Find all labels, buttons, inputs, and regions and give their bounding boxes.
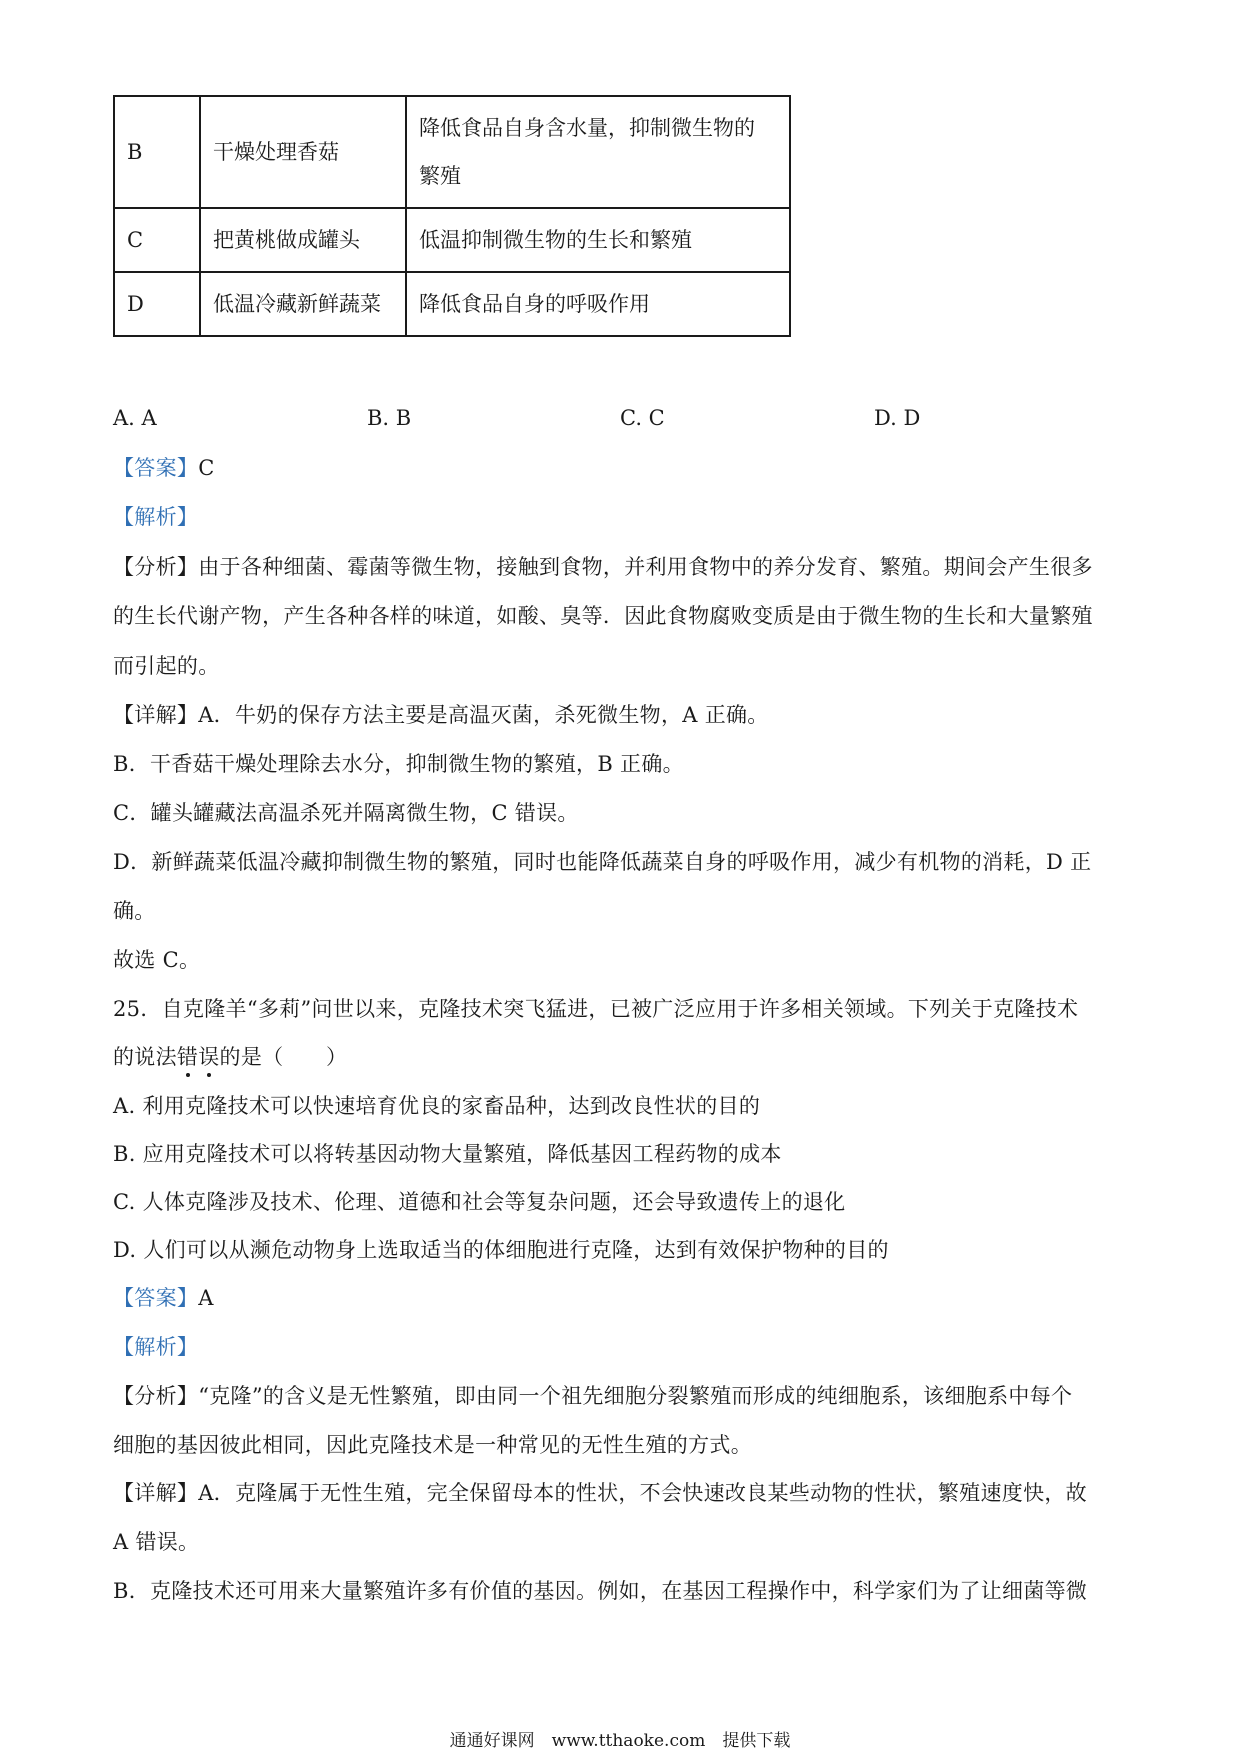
- q24-xiangjie-line: B．干香菇干燥处理除去水分，抑制微生物的繁殖，B 正确。: [113, 752, 684, 776]
- answer-tag: 【答案】: [113, 1286, 199, 1310]
- emphasis-char: 误: [198, 1041, 219, 1071]
- q25-option-b: B. 应用克隆技术可以将转基因动物大量繁殖，降低基因工程药物的成本: [113, 1142, 782, 1166]
- q24-xiangjie-line: D．新鲜蔬菜低温冷藏抑制微生物的繁殖，同时也能降低蔬菜自身的呼吸作用，减少有机物的消耗，D 正: [113, 850, 1092, 874]
- q25-xiangjie-line: [113, 1477, 1087, 1507]
- q24-analysis-tag: 【解析】: [113, 505, 199, 529]
- q24-answer: [113, 452, 215, 482]
- fenxi-text: 由于各种细菌、霉菌等微生物，接触到食物，并利用食物中的养分发育、繁殖。期间会产生很多: [198, 555, 1093, 579]
- q25-option-a: A. 利用克隆技术可以快速培育优良的家畜品种，达到改良性状的目的: [113, 1094, 761, 1118]
- q24-fenxi-line: 的生长代谢产物，产生各种各样的味道，如酸、臭等．因此食物腐败变质是由于微生物的生长和大量繁殖: [113, 604, 1093, 628]
- q25-option-c: C. 人体克隆涉及技术、伦理、道德和社会等复杂问题，还会导致遗传上的退化: [113, 1190, 846, 1214]
- q25-stem-line: [113, 1041, 347, 1071]
- q25-analysis-tag: 【解析】: [113, 1335, 199, 1359]
- q25-xiangjie-line: B．克隆技术还可用来大量繁殖许多有价值的基因。例如，在基因工程操作中，科学家们为了让细菌等微: [113, 1579, 1088, 1603]
- xiangjie-tag: 【详解】: [113, 703, 199, 727]
- table-cell-method: 把黄桃做成罐头: [200, 208, 406, 272]
- table-cell-principle: [406, 96, 790, 208]
- q25-answer: [113, 1282, 214, 1312]
- answer-tag: 【答案】: [113, 456, 199, 480]
- q24-option-b: B. B: [367, 406, 412, 430]
- stem-text: 的是（ ）: [219, 1045, 348, 1069]
- fenxi-tag: 【分析】: [113, 555, 199, 579]
- q25-stem-line: 25．自克隆羊“多莉”问世以来，克隆技术突飞猛进，已被广泛应用于许多相关领域。下列关于克隆技术: [113, 997, 1079, 1021]
- principle-line: 降低食品自身含水量，抑制微生物的: [419, 116, 755, 140]
- q24-fenxi-line: 而引起的。: [113, 654, 220, 678]
- page-footer: 通通好课网 www.tthaoke.com 提供下载: [449, 1731, 791, 1751]
- q24-option-d: D. D: [874, 406, 921, 430]
- q25-option-d: D. 人们可以从濒危动物身上选取适当的体细胞进行克隆，达到有效保护物种的目的: [113, 1238, 889, 1262]
- table-cell-letter: C: [114, 208, 200, 272]
- xiangjie-tag: 【详解】: [113, 1481, 199, 1505]
- table-cell-principle: 降低食品自身的呼吸作用: [406, 272, 790, 336]
- table-cell-method: 干燥处理香菇: [200, 96, 406, 208]
- q24-option-a: A. A: [113, 406, 157, 430]
- table-cell-method: 低温冷藏新鲜蔬菜: [200, 272, 406, 336]
- table-row: [114, 96, 790, 208]
- q24-option-c: C. C: [620, 406, 665, 430]
- answer-choices-table: [113, 95, 791, 337]
- xiangjie-text: A．牛奶的保存方法主要是高温灭菌，杀死微生物，A 正确。: [198, 703, 769, 727]
- fenxi-tag: 【分析】: [113, 1384, 199, 1408]
- fenxi-text: “克隆”的含义是无性繁殖，即由同一个祖先细胞分裂繁殖而形成的纯细胞系，该细胞系中每个: [198, 1384, 1073, 1408]
- q25-fenxi-line: [113, 1380, 1072, 1410]
- stem-text: 的说法: [113, 1045, 177, 1069]
- table-cell-principle: 低温抑制微生物的生长和繁殖: [406, 208, 790, 272]
- table-row: [114, 208, 790, 272]
- answer-value: A: [198, 1286, 214, 1310]
- emphasis-char: 错: [177, 1041, 198, 1071]
- q24-xiangjie-line: 故选 C。: [113, 948, 201, 972]
- table-cell-letter: D: [114, 272, 200, 336]
- q25-fenxi-line: 细胞的基因彼此相同，因此克隆技术是一种常见的无性生殖的方式。: [113, 1433, 752, 1457]
- q24-xiangjie-line: C．罐头罐藏法高温杀死并隔离微生物，C 错误。: [113, 801, 579, 825]
- xiangjie-text: A．克隆属于无性生殖，完全保留母本的性状，不会快速改良某些动物的性状，繁殖速度快，故: [198, 1481, 1087, 1505]
- table-cell-letter: B: [114, 96, 200, 208]
- principle-line: 繁殖: [419, 164, 461, 188]
- table-row: [114, 272, 790, 336]
- q24-xiangjie-line: [113, 699, 769, 729]
- q25-xiangjie-line: A 错误。: [113, 1530, 200, 1554]
- answer-value: C: [198, 456, 215, 480]
- q24-fenxi-line: [113, 551, 1093, 581]
- q24-xiangjie-line: 确。: [113, 899, 156, 923]
